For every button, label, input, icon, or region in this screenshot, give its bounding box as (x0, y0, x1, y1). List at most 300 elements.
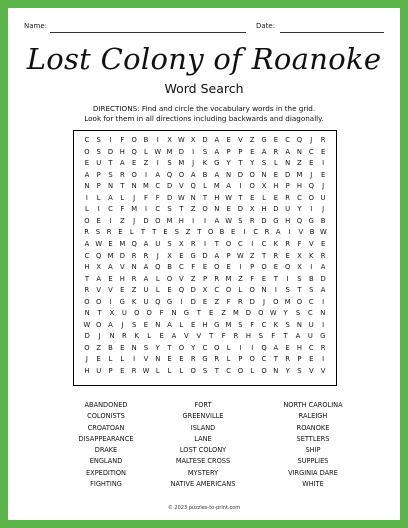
grid-letter: R (285, 239, 291, 248)
grid-letter: A (96, 274, 102, 283)
grid-letter: E (273, 136, 278, 144)
grid-letter: V (108, 286, 113, 295)
grid-letter: J (322, 182, 325, 191)
grid-letter: X (249, 205, 255, 214)
grid-letter: Z (221, 309, 226, 318)
grid-letter: P (226, 251, 231, 260)
grid-letter: F (271, 332, 276, 341)
grid-letter: T (209, 332, 214, 341)
grid-letter: S (261, 159, 267, 168)
grid-letter: E (84, 159, 90, 168)
grid-letter: N (261, 170, 267, 179)
grid-letter: R (214, 355, 220, 364)
grid-letter: Y (285, 367, 290, 375)
word-bank-item: SUPPLIES (297, 457, 329, 466)
grid-letter: V (119, 263, 125, 272)
grid-letter: Y (226, 159, 231, 168)
grid-letter: E (202, 297, 208, 306)
grid-letter: O (225, 239, 232, 248)
grid-letter: H (119, 274, 125, 283)
grid-letter: Q (178, 286, 185, 295)
grid-letter: E (273, 193, 278, 202)
word-bank-item: GREENVILLE (182, 412, 224, 421)
grid-letter: I (243, 228, 246, 237)
grid-letter: J (263, 297, 266, 306)
grid-letter: A (171, 332, 177, 341)
name-date-line (24, 22, 384, 36)
grid-letter: O (84, 297, 90, 306)
grid-letter: S (285, 320, 290, 329)
grid-letter: G (190, 251, 196, 260)
word-bank-item: ABANDONED (84, 401, 128, 409)
grid-letter: M (213, 182, 220, 191)
grid-letter: E (226, 136, 231, 144)
grid-letter: I (322, 159, 325, 168)
grid-letter: J (310, 170, 313, 179)
grid-letter: G (308, 216, 314, 225)
grid-letter: M (166, 147, 173, 156)
grid-letter: A (320, 286, 326, 295)
grid-letter: C (253, 228, 259, 237)
grid-letter: I (322, 320, 325, 329)
grid-letter: L (179, 367, 184, 375)
grid-letter: I (109, 216, 112, 225)
grid-letter: C (155, 205, 161, 214)
grid-letter: E (320, 170, 326, 179)
grid-letter: L (273, 159, 278, 168)
grid-letter: X (179, 239, 184, 248)
grid-letter: O (284, 263, 291, 272)
grid-letter: D (245, 309, 251, 318)
grid-letter: K (309, 251, 314, 260)
grid-letter: N (131, 263, 137, 272)
grid-letter: Q (155, 263, 161, 272)
grid-letter: M (107, 251, 114, 260)
grid-letter: G (214, 320, 220, 329)
grid-letter: G (119, 297, 125, 306)
grid-letter: W (225, 193, 232, 202)
grid-letter: A (108, 263, 113, 272)
grid-letter: I (288, 228, 291, 237)
grid-letter: H (214, 193, 220, 202)
grid-letter: A (108, 320, 113, 329)
grid-letter: W (237, 251, 244, 260)
grid-letter: E (202, 263, 208, 272)
word-bank-item: WHITE (302, 480, 324, 489)
grid-letter: O (273, 297, 279, 306)
grid-letter: E (309, 159, 314, 168)
grid-letter: P (238, 355, 243, 364)
word-bank-item: NORTH CAROLINA (283, 401, 343, 409)
grid-letter: U (143, 297, 149, 306)
grid-letter: E (143, 320, 149, 329)
grid-letter: H (285, 216, 291, 225)
word-bank-item: ISLAND (190, 423, 216, 432)
grid-letter: L (144, 147, 148, 156)
grid-letter: X (167, 251, 172, 260)
grid-letter: Z (249, 136, 255, 144)
grid-letter: R (273, 147, 279, 156)
grid-letter: O (249, 355, 255, 364)
grid-letter: J (121, 320, 124, 329)
grid-letter: L (203, 182, 207, 191)
copyright-footer: © 2023 puzzles-to-print.com (167, 505, 241, 511)
word-bank-item: COLONISTS (87, 412, 125, 421)
grid-letter: A (226, 182, 231, 191)
grid-letter: P (285, 182, 290, 191)
grid-letter: H (202, 320, 208, 329)
grid-letter: Y (283, 309, 288, 318)
grid-letter: E (120, 367, 125, 375)
directions-line-2: Look for them in all directions including backwards and diagonally. (84, 113, 324, 123)
grid-letter: A (143, 263, 149, 272)
grid-letter: W (178, 136, 185, 144)
grid-letter: K (131, 297, 137, 306)
grid-letter: F (159, 309, 164, 318)
grid-letter: T (140, 228, 146, 237)
grid-letter: X (96, 263, 102, 272)
grid-letter: Q (261, 343, 267, 352)
grid-letter: D (320, 274, 326, 283)
grid-letter: Y (297, 205, 302, 214)
grid-letter: I (144, 205, 147, 214)
grid-letter: M (296, 170, 303, 179)
grid-letter: A (214, 136, 220, 144)
grid-letter: T (273, 274, 278, 283)
grid-letter: T (238, 159, 243, 168)
grid-letter: A (143, 274, 149, 283)
grid-letter: C (261, 239, 267, 248)
grid-letter: S (238, 320, 243, 329)
grid-letter: L (238, 286, 243, 295)
grid-letter: C (308, 309, 313, 318)
grid-letter: D (202, 251, 208, 260)
grid-letter: R (285, 193, 291, 202)
grid-letter: I (251, 343, 254, 352)
grid-letter: W (95, 239, 103, 248)
grid-letter: V (298, 228, 304, 237)
grid-letter: O (134, 309, 140, 318)
grid-letter: O (96, 297, 102, 306)
grid-letter: V (308, 239, 314, 248)
grid-letter: L (120, 193, 125, 202)
grid-letter: A (167, 320, 172, 329)
grid-letter: V (238, 136, 243, 144)
grid-letter: E (179, 355, 184, 364)
grid-letter: Q (131, 239, 137, 248)
grid-letter: D (249, 297, 255, 306)
grid-letter: T (238, 193, 243, 202)
grid-letter: J (192, 159, 195, 168)
grid-letter: O (146, 309, 152, 318)
grid-letter: K (273, 239, 279, 248)
grid-letter: I (192, 147, 195, 156)
grid-letter: F (155, 193, 160, 202)
grid-letter: N (296, 147, 302, 156)
grid-letter: O (214, 343, 220, 352)
grid-letter: E (159, 332, 164, 341)
grid-letter: R (264, 228, 270, 237)
grid-letter: M (225, 274, 232, 283)
grid-letter: R (122, 332, 127, 341)
grid-letter: E (285, 251, 290, 260)
grid-letter: I (192, 216, 195, 225)
grid-letter: B (167, 263, 172, 272)
grid-letter: I (239, 182, 242, 191)
grid-letter: S (95, 228, 101, 237)
grid-letter: X (190, 136, 196, 144)
word-bank-item: EXPEDITION (86, 468, 126, 477)
grid-letter: R (84, 286, 90, 295)
directions-line-1: DIRECTIONS: Find and circle the vocabulary words in the grid. (92, 104, 316, 113)
grid-letter: D (202, 136, 208, 144)
word-search-grid-frame (73, 130, 337, 386)
grid-letter: A (214, 216, 220, 225)
grid-letter: Z (143, 159, 149, 168)
grid-letter: W (83, 320, 91, 329)
grid-letter: L (155, 274, 160, 283)
grid-letter: S (238, 216, 243, 225)
grid-letter: X (109, 309, 115, 318)
grid-letter: A (143, 239, 149, 248)
grid-letter: S (108, 170, 113, 179)
grid-letter: K (273, 320, 279, 329)
grid-letter: K (202, 159, 208, 168)
grid-letter: L (155, 286, 160, 295)
grid-letter: S (309, 286, 314, 295)
grid-letter: T (108, 159, 113, 168)
grid-letter: D (261, 216, 267, 225)
grid-letter: I (97, 205, 100, 214)
grid-letter: S (96, 147, 101, 156)
grid-letter: A (214, 147, 220, 156)
word-bank-item: SETTLERS (296, 434, 330, 443)
grid-letter: D (143, 216, 149, 225)
grid-letter: L (167, 367, 172, 375)
grid-letter: E (309, 355, 314, 364)
grid-letter: H (296, 182, 303, 191)
grid-letter: M (233, 309, 239, 318)
grid-letter: D (190, 297, 196, 306)
grid-letter: B (308, 274, 314, 283)
grid-letter: O (84, 216, 90, 225)
grid-letter: I (203, 216, 206, 225)
grid-letter: S (143, 343, 149, 352)
grid-letter: W (178, 193, 185, 202)
grid-letter: G (166, 297, 173, 306)
grid-letter: R (233, 332, 239, 341)
grid-letter: E (167, 355, 172, 364)
grid-letter: L (250, 367, 255, 375)
grid-letter: U (96, 159, 102, 168)
grid-letter: O (178, 170, 185, 179)
grid-letter: O (296, 297, 303, 306)
grid-letter: O (166, 274, 173, 283)
grid-letter: B (143, 136, 149, 144)
grid-letter: Q (155, 297, 161, 306)
grid-letter: O (131, 170, 137, 179)
grid-letter: Q (296, 136, 303, 144)
grid-letter: J (322, 205, 325, 214)
grid-letter: E (120, 343, 125, 352)
grid-letter: V (96, 286, 102, 295)
grid-letter: E (226, 263, 231, 272)
grid-letter: T (120, 182, 125, 191)
grid-letter: C (155, 182, 161, 191)
grid-letter: R (285, 355, 291, 364)
grid-letter: Q (308, 182, 314, 191)
grid-letter: U (285, 205, 291, 214)
grid-letter: A (214, 170, 220, 179)
grid-letter: Z (249, 251, 255, 260)
grid-letter: R (320, 136, 326, 144)
name-label: Name: (24, 22, 48, 30)
grid-letter: F (143, 193, 148, 202)
grid-letter: A (214, 251, 220, 260)
grid-letter: N (226, 170, 232, 179)
grid-letter: L (155, 367, 160, 375)
grid-letter: F (250, 320, 255, 329)
grid-letter: L (226, 355, 231, 364)
grid-letter: D (190, 286, 196, 295)
grid-letter: J (98, 332, 101, 341)
grid-letter: V (179, 274, 184, 283)
grid-letter: N (131, 343, 137, 352)
word-bank-item: DRAKE (94, 446, 118, 455)
grid-letter: E (261, 274, 267, 283)
grid-letter: E (273, 170, 278, 179)
grid-letter: L (108, 355, 113, 364)
grid-letter: O (308, 193, 314, 202)
grid-letter: C (308, 147, 314, 156)
grid-letter: F (250, 274, 255, 283)
grid-letter: Q (96, 251, 102, 260)
grid-letter: C (238, 239, 243, 248)
grid-letter: M (166, 216, 173, 225)
grid-letter: X (202, 286, 208, 295)
word-bank-item: MALTESE CROSS (175, 457, 231, 466)
grid-letter: J (310, 136, 313, 144)
grid-letter: B (108, 343, 113, 352)
grid-letter: E (320, 147, 326, 156)
grid-letter: Q (296, 216, 303, 225)
grid-letter: I (251, 239, 254, 248)
grid-letter: Z (119, 216, 125, 225)
grid-letter: S (297, 367, 302, 375)
grid-letter: P (108, 367, 113, 375)
grid-letter: Q (190, 182, 196, 191)
grid-letter: D (84, 332, 90, 341)
grid-letter: I (144, 170, 147, 179)
grid-letter: A (275, 228, 281, 237)
grid-letter: Z (190, 274, 196, 283)
grid-letter: M (178, 159, 185, 168)
grid-letter: E (163, 228, 168, 237)
grid-letter: S (96, 136, 101, 144)
grid-letter: T (273, 355, 278, 364)
grid-letter: N (107, 182, 114, 191)
grid-letter: V (308, 367, 314, 375)
grid-letter: Z (214, 297, 220, 306)
grid-letter: Y (155, 343, 160, 352)
grid-letter: C (84, 251, 90, 260)
word-bank-item: CROATOAN (87, 423, 125, 432)
grid-letter: O (84, 147, 90, 156)
grid-letter: R (131, 367, 137, 375)
grid-letter: T (84, 274, 89, 283)
grid-letter: G (183, 309, 190, 318)
grid-letter: Z (185, 228, 191, 237)
word-bank-item: ENGLAND (89, 457, 123, 466)
grid-letter: E (191, 320, 196, 329)
grid-letter: C (261, 355, 267, 364)
word-bank-item: MYSTERY (187, 468, 219, 477)
grid-letter: N (214, 205, 220, 214)
grid-letter: M (143, 182, 149, 191)
grid-letter: N (190, 193, 196, 202)
grid-letter: C (108, 205, 113, 214)
grid-letter: E (118, 228, 123, 237)
grid-letter: M (225, 320, 232, 329)
grid-letter: V (179, 182, 184, 191)
grid-letter: I (310, 263, 313, 272)
grid-letter: H (178, 216, 184, 225)
grid-letter: I (109, 297, 112, 306)
grid-letter: B (320, 216, 326, 225)
grid-letter: C (214, 286, 220, 295)
grid-letter: Q (166, 170, 173, 179)
grid-letter: D (237, 170, 244, 179)
grid-letter: A (84, 170, 90, 179)
date-label: Date: (256, 22, 276, 30)
grid-letter: R (119, 170, 125, 179)
grid-letter: W (142, 367, 150, 375)
grid-letter: R (131, 274, 137, 283)
grid-letter: S (295, 309, 301, 318)
word-bank-item: VIRGINIA DARE (288, 468, 338, 477)
grid-letter: E (226, 205, 231, 214)
grid-letter: C (285, 136, 291, 144)
grid-letter: E (273, 263, 278, 272)
grid-letter: A (108, 193, 113, 202)
word-bank-column-3 (263, 400, 363, 490)
grid-letter: U (320, 193, 326, 202)
directions (28, 104, 380, 123)
grid-letter: V (320, 367, 326, 375)
grid-letter: E (108, 274, 113, 283)
grid-letter: O (131, 136, 137, 144)
grid-letter: J (85, 355, 88, 364)
grid-letter: I (322, 297, 325, 306)
grid-letter: O (249, 170, 255, 179)
grid-letter: H (261, 205, 267, 214)
grid-letter: C (84, 136, 90, 144)
grid-letter: D (166, 182, 173, 191)
grid-letter: P (96, 182, 101, 191)
grid-letter: Z (96, 343, 102, 352)
grid-letter: U (155, 239, 161, 248)
grid-letter: A (155, 170, 161, 179)
word-bank-item: ROANOKE (296, 423, 330, 432)
grid-letter: P (238, 147, 243, 156)
worksheet (8, 8, 400, 520)
grid-letter: N (155, 355, 161, 364)
grid-letter: B (219, 228, 225, 237)
grid-letter: S (167, 159, 172, 168)
grid-letter: B (309, 228, 315, 237)
grid-letter: O (84, 343, 90, 352)
grid-letter: E (320, 239, 326, 248)
